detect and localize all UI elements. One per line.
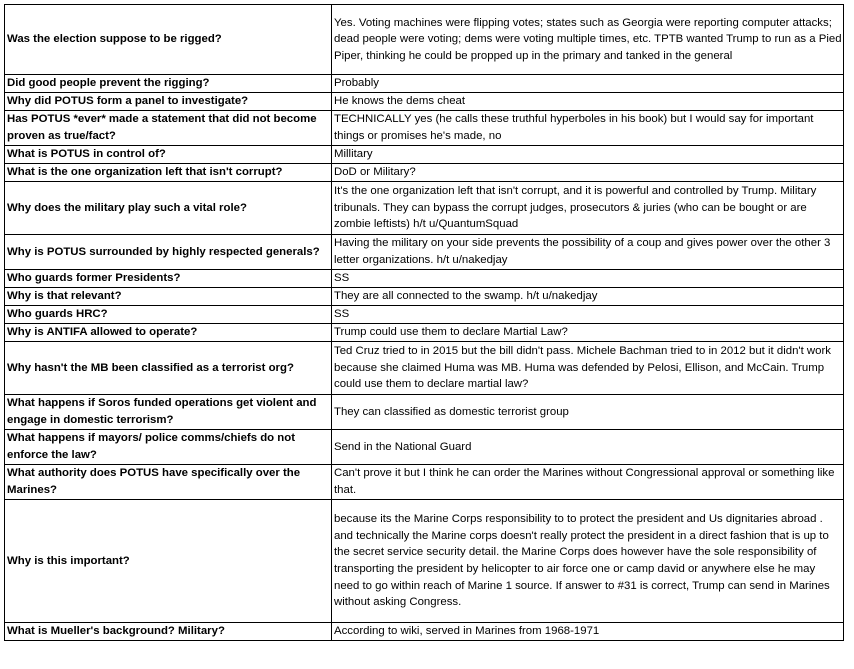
answer-cell: TECHNICALLY yes (he calls these truthful hyperboles in his book) but I would say for important things or promises he's made, no [332, 111, 844, 146]
question-cell: Why is ANTIFA allowed to operate? [5, 324, 332, 342]
table-row [5, 5, 844, 75]
question-cell: What happens if Soros funded operations get violent and engage in domestic terrorism? [5, 395, 332, 430]
question-cell: Why hasn't the MB been classified as a terrorist org? [5, 342, 332, 395]
answer-cell: Ted Cruz tried to in 2015 but the bill didn't pass. Michele Bachman tried to in 2012 but it didn't work because she claimed Huma was MB. Huma was defended by Pelosi, Ellison, and McCain. Trump could use them to declare martial law? [332, 342, 844, 395]
table-row [5, 270, 844, 288]
answer-cell: They can classified as domestic terrorist group [332, 395, 844, 430]
table-row [5, 182, 844, 235]
table-row [5, 288, 844, 306]
answer-cell: Trump could use them to declare Martial Law? [332, 324, 844, 342]
qa-table [4, 4, 844, 641]
question-cell: Who guards former Presidents? [5, 270, 332, 288]
answer-cell: According to wiki, served in Marines from 1968-1971 [332, 623, 844, 641]
question-cell: What is POTUS in control of? [5, 146, 332, 164]
question-cell: Why does the military play such a vital role? [5, 182, 332, 235]
question-cell: Why did POTUS form a panel to investigate? [5, 93, 332, 111]
answer-cell: He knows the dems cheat [332, 93, 844, 111]
table-row [5, 111, 844, 146]
table-row [5, 235, 844, 270]
answer-cell: Probably [332, 75, 844, 93]
table-row [5, 465, 844, 500]
table-row [5, 146, 844, 164]
question-cell: What is Mueller's background? Military? [5, 623, 332, 641]
question-cell: Has POTUS *ever* made a statement that did not become proven as true/fact? [5, 111, 332, 146]
question-cell: What is the one organization left that isn't corrupt? [5, 164, 332, 182]
table-row [5, 324, 844, 342]
answer-cell: SS [332, 270, 844, 288]
answer-cell: Send in the National Guard [332, 430, 844, 465]
table-row [5, 500, 844, 623]
question-cell: What happens if mayors/ police comms/chiefs do not enforce the law? [5, 430, 332, 465]
table-row [5, 342, 844, 395]
answer-cell: Having the military on your side prevents the possibility of a coup and gives power over the other 3 letter organizations. h/t u/nakedjay [332, 235, 844, 270]
answer-cell: Yes. Voting machines were flipping votes; states such as Georgia were reporting computer attacks; dead people were voting; dems were voting multiple times, etc. TPTB wanted Trump to run as a Pied Piper, thinking he could be propped up in the primary and tanked in the general [332, 5, 844, 75]
question-cell: Was the election suppose to be rigged? [5, 5, 332, 75]
table-row [5, 430, 844, 465]
question-cell: Why is that relevant? [5, 288, 332, 306]
qa-table-body [5, 5, 844, 641]
table-row [5, 306, 844, 324]
table-row [5, 623, 844, 641]
question-cell: Why is this important? [5, 500, 332, 623]
question-cell: What authority does POTUS have specifically over the Marines? [5, 465, 332, 500]
answer-cell: It's the one organization left that isn't corrupt, and it is powerful and controlled by Trump. Military tribunals. They can bypass the corrupt judges, prosecutors & juries (who can be bought or are zombie leftists) h/t u/QuantumSquad [332, 182, 844, 235]
answer-cell: Can't prove it but I think he can order the Marines without Congressional approval or something like that. [332, 465, 844, 500]
question-cell: Did good people prevent the rigging? [5, 75, 332, 93]
question-cell: Who guards HRC? [5, 306, 332, 324]
answer-cell: because its the Marine Corps responsibility to to protect the president and Us dignitaries abroad . and technically the Marine corps doesn't really protect the president in a direct fashion that is up to the secret service security detail. the Marine Corps does however have the sole responsibility of transporting the president by helicopter to air force one or camp david or anywhere else he may need to go within reach of Marine 1 source. If answer to #31 is correct, Trump can send in Marines without asking Congress. [332, 500, 844, 623]
table-row [5, 93, 844, 111]
answer-cell: Millitary [332, 146, 844, 164]
answer-cell: DoD or Military? [332, 164, 844, 182]
table-row [5, 395, 844, 430]
question-cell: Why is POTUS surrounded by highly respected generals? [5, 235, 332, 270]
answer-cell: SS [332, 306, 844, 324]
answer-cell: They are all connected to the swamp. h/t u/nakedjay [332, 288, 844, 306]
table-row [5, 75, 844, 93]
table-row [5, 164, 844, 182]
